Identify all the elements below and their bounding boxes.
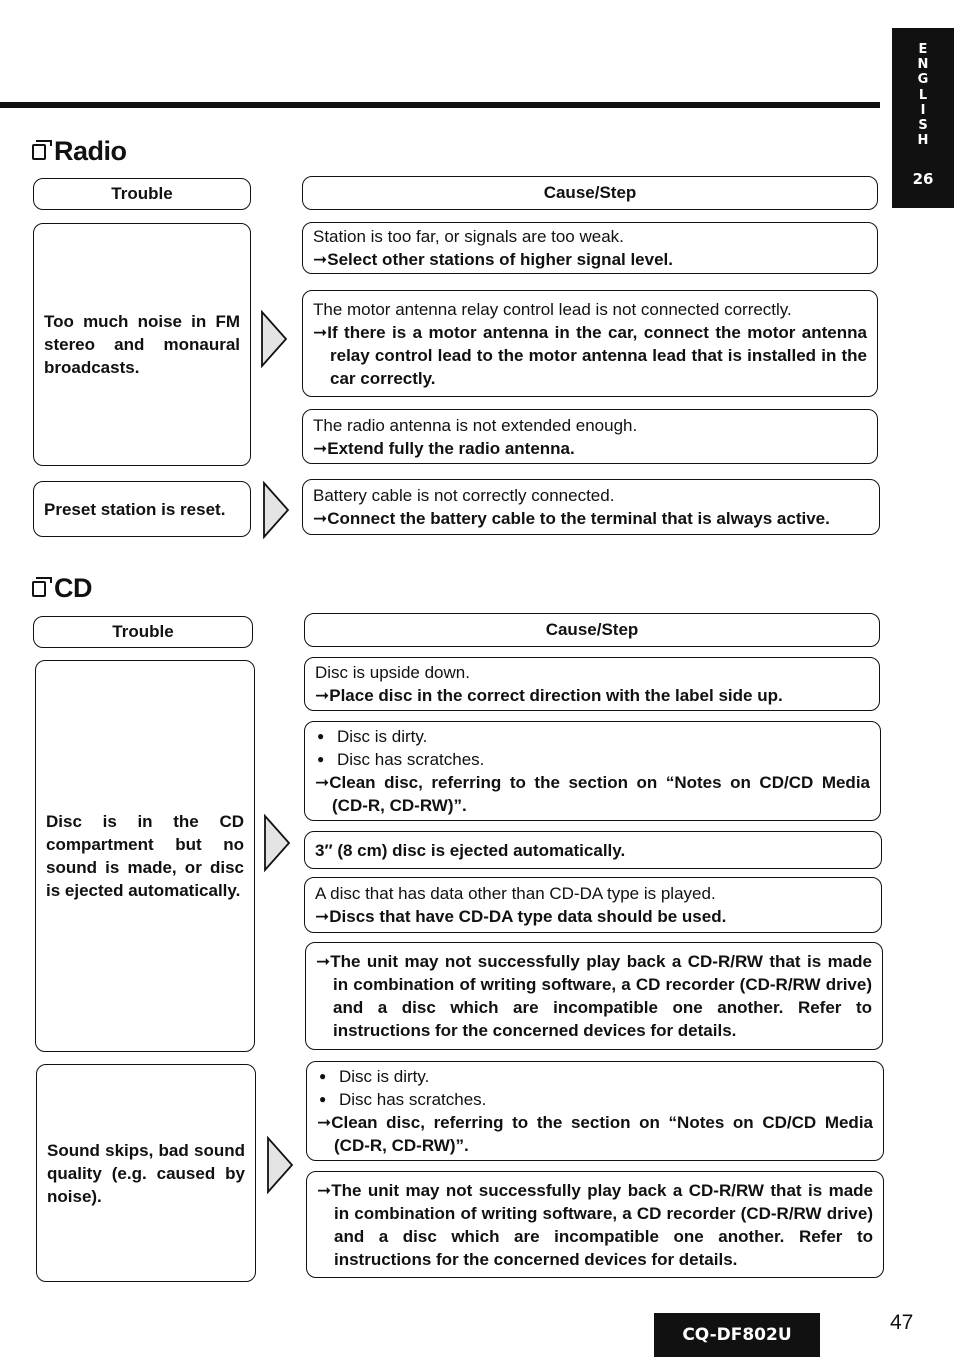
cd-cause-8cm-disc: 3″ (8 cm) disc is ejected automatically. <box>304 831 882 869</box>
cd-trouble-no-sound: Disc is in the CD compartment but no sound is made, or disc is ejected automatically. <box>35 660 255 1052</box>
cd-cause-dirty-2: ● Disc is dirty. ● Disc has scratches. ➞Clean disc, referring to the section on “Notes on CD/CD Media (CD-R, CD-RW)”. <box>306 1061 884 1161</box>
language-tab <box>892 28 954 208</box>
radio-cause-motor-antenna: The motor antenna relay control lead is not connected correctly. ➞If there is a motor antenna in the car, connect the motor antenna relay control lead to the motor antenna lead that is installed in the car correctly. <box>302 290 878 397</box>
cd-cause-dirty: ● Disc is dirty. ● Disc has scratches. ➞Clean disc, referring to the section on “Notes on CD/CD Media (CD-R, CD-RW)”. <box>304 721 881 821</box>
radio-trouble-header: Trouble <box>33 178 251 210</box>
language-letters: E N G L I S H <box>917 42 929 149</box>
section-page-number: 26 <box>912 170 934 189</box>
triangle-arrow-icon <box>260 310 288 368</box>
radio-cause-battery: Battery cable is not correctly connected. ➞Connect the battery cable to the terminal that is always active. <box>302 479 880 535</box>
radio-cause-antenna-extended: The radio antenna is not extended enough. ➞Extend fully the radio antenna. <box>302 409 878 464</box>
cd-trouble-sound-skips: Sound skips, bad sound quality (e.g. caused by noise). <box>36 1064 256 1282</box>
radio-trouble-preset: Preset station is reset. <box>33 481 251 537</box>
cd-cause-non-cdda: A disc that has data other than CD-DA type is played. ➞Discs that have CD-DA type data should be used. <box>304 877 882 933</box>
cd-cause-cdrw-incompatible: ➞The unit may not successfully play back a CD-R/RW that is made in combination of writing software, a CD recorder (CD-R/RW drive) and a disc which are incompatible one another. Refer to instructions for the concerned devices for details. <box>305 942 883 1050</box>
model-label: CQ-DF802U <box>654 1313 820 1357</box>
radio-cause-header: Cause/Step <box>302 176 878 210</box>
top-rule <box>0 102 880 108</box>
checkbox-icon <box>32 144 46 160</box>
page-number: 47 <box>890 1311 914 1334</box>
radio-trouble-noise: Too much noise in FM stereo and monaural broadcasts. <box>33 223 251 466</box>
triangle-arrow-icon <box>263 814 291 872</box>
checkbox-icon <box>32 581 46 597</box>
triangle-arrow-icon <box>266 1136 294 1194</box>
radio-section-title: Radio <box>32 136 127 167</box>
cd-cause-header: Cause/Step <box>304 613 880 647</box>
radio-cause-weak-signal: Station is too far, or signals are too weak. ➞Select other stations of higher signal level. <box>302 222 878 274</box>
cd-cause-cdrw-incompatible-2: ➞The unit may not successfully play back a CD-R/RW that is made in combination of writing software, a CD recorder (CD-R/RW drive) and a disc which are incompatible one another. Refer to instructions for the concerned devices for details. <box>306 1171 884 1278</box>
cd-trouble-header: Trouble <box>33 616 253 648</box>
cd-section-title: CD <box>32 573 92 604</box>
cd-cause-upside-down: Disc is upside down. ➞Place disc in the correct direction with the label side up. <box>304 657 880 711</box>
triangle-arrow-icon <box>262 481 290 539</box>
